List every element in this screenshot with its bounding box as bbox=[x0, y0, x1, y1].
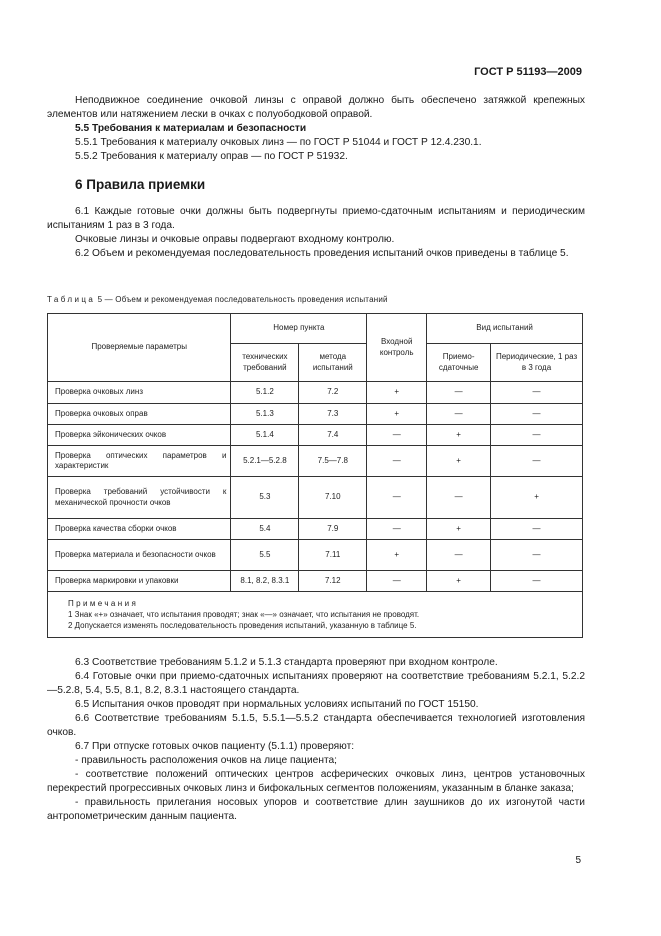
table-row bbox=[48, 382, 583, 404]
col-header-periodic: Периодические, 1 раз в 3 года bbox=[491, 344, 583, 382]
col-header-tech-requirements: технических требований bbox=[231, 344, 299, 382]
cell-param: Проверка эйконических очков bbox=[48, 425, 231, 446]
table-notes bbox=[48, 592, 583, 638]
cell-req: 5.1.4 bbox=[231, 425, 299, 446]
cell-method: 7.11 bbox=[299, 540, 367, 571]
cell-periodic: — bbox=[491, 382, 583, 404]
col-header-test-type: Вид испытаний bbox=[427, 314, 583, 344]
table-row bbox=[48, 404, 583, 425]
cell-periodic: — bbox=[491, 540, 583, 571]
cell-accept: + bbox=[427, 446, 491, 477]
col-header-input-control: Входной контроль bbox=[367, 314, 427, 382]
cell-input: — bbox=[367, 477, 427, 519]
cell-param: Проверка маркировки и упаковки bbox=[48, 571, 231, 592]
cell-periodic: + bbox=[491, 477, 583, 519]
cell-accept: — bbox=[427, 404, 491, 425]
cell-accept: — bbox=[427, 540, 491, 571]
cell-input: + bbox=[367, 540, 427, 571]
col-header-item-number: Номер пункта bbox=[231, 314, 367, 344]
cell-periodic: — bbox=[491, 519, 583, 540]
cell-param: Проверка требований устойчивости к механической прочности очков bbox=[48, 477, 231, 519]
note-1: 1 Знак «+» означает, что испытания проводят; знак «—» означает, что испытания не проводят. bbox=[68, 610, 420, 619]
table-caption-prefix: Таблица bbox=[47, 295, 96, 304]
cell-input: — bbox=[367, 425, 427, 446]
note-2: 2 Допускается изменять последовательность проведения испытаний, указанную в таблице 5. bbox=[68, 621, 417, 630]
paragraph-6-7: 6.7 При отпуске готовых очков пациенту (5.1.1) проверяют: bbox=[75, 741, 355, 752]
cell-input: + bbox=[367, 404, 427, 425]
list-item: - правильность расположения очков на лице пациента; bbox=[75, 755, 338, 766]
cell-param: Проверка оптических параметров и характеристик bbox=[48, 446, 231, 477]
cell-method: 7.3 bbox=[299, 404, 367, 425]
col-header-acceptance: Приемо-сдаточные bbox=[427, 344, 491, 382]
page-number: 5 bbox=[575, 855, 581, 866]
table-row bbox=[48, 477, 583, 519]
cell-accept: + bbox=[427, 425, 491, 446]
cell-input: — bbox=[367, 446, 427, 477]
paragraph-6-2: 6.2 Объем и рекомендуемая последовательность проведения испытаний очков приведены в таблице 5. bbox=[75, 248, 569, 259]
cell-periodic: — bbox=[491, 404, 583, 425]
cell-input: + bbox=[367, 382, 427, 404]
table-row bbox=[48, 571, 583, 592]
cell-req: 5.2.1—5.2.8 bbox=[231, 446, 299, 477]
cell-periodic: — bbox=[491, 571, 583, 592]
table-caption bbox=[47, 295, 388, 304]
paragraph-6-1b: Очковые линзы и очковые оправы подвергают входному контролю. bbox=[75, 234, 395, 245]
top-text-block bbox=[47, 94, 585, 261]
table-row bbox=[48, 425, 583, 446]
paragraph-6-1: 6.1 Каждые готовые очки должны быть подвергнуты приемо-сдаточным испытаниям и периодическим испытаниям 1 раз в 3 года. bbox=[47, 206, 585, 231]
table-row bbox=[48, 540, 583, 571]
cell-param: Проверка материала и безопасности очков bbox=[48, 540, 231, 571]
table-5 bbox=[47, 313, 583, 638]
paragraph-5-5-1: 5.5.1 Требования к материалу очковых линз — по ГОСТ Р 51044 и ГОСТ Р 12.4.230.1. bbox=[75, 137, 482, 148]
cell-method: 7.4 bbox=[299, 425, 367, 446]
notes-title: Примечания bbox=[68, 599, 139, 608]
section-heading-6: 6 Правила приемки bbox=[75, 177, 206, 192]
col-header-params: Проверяемые параметры bbox=[48, 314, 231, 382]
cell-req: 5.4 bbox=[231, 519, 299, 540]
cell-accept: + bbox=[427, 571, 491, 592]
cell-param: Проверка очковых линз bbox=[48, 382, 231, 404]
cell-periodic: — bbox=[491, 425, 583, 446]
table-body bbox=[48, 382, 583, 592]
paragraph: Неподвижное соединение очковой линзы с оправой должно быть обеспечено затяжкой крепежных элементов или натяжением лески в очках с полуободковой оправой. bbox=[47, 95, 585, 120]
table-row bbox=[48, 446, 583, 477]
list-item: - соответствие положений оптических центров асферических очковых линз, центров установочных перекрестий прогрессивных очковых линз и бифокальных сегментов положениям, указанным в бланке заказа; bbox=[47, 769, 585, 794]
paragraph-6-6: 6.6 Соответствие требованиям 5.1.5, 5.5.1—5.5.2 стандарта обеспечивается технологией изготовления очков. bbox=[47, 713, 585, 738]
list-item: - правильность прилегания носовых упоров и соответствие длин заушников до их изгонутой части антропометрическим данным пациента. bbox=[47, 797, 585, 822]
cell-param: Проверка очковых оправ bbox=[48, 404, 231, 425]
cell-method: 7.2 bbox=[299, 382, 367, 404]
cell-req: 5.3 bbox=[231, 477, 299, 519]
cell-req: 5.1.3 bbox=[231, 404, 299, 425]
cell-accept: — bbox=[427, 477, 491, 519]
bottom-text-block bbox=[47, 656, 585, 824]
cell-method: 7.10 bbox=[299, 477, 367, 519]
cell-param: Проверка качества сборки очков bbox=[48, 519, 231, 540]
paragraph-6-3: 6.3 Соответствие требованиям 5.1.2 и 5.1.3 стандарта проверяют при входном контроле. bbox=[75, 657, 498, 668]
cell-input: — bbox=[367, 519, 427, 540]
table-caption-text: 5 — Объем и рекомендуемая последовательность проведения испытаний bbox=[95, 295, 388, 304]
col-header-test-method: метода испытаний bbox=[299, 344, 367, 382]
cell-periodic: — bbox=[491, 446, 583, 477]
paragraph-6-4: 6.4 Готовые очки при приемо-сдаточных испытаниях проверяют на соответствие требованиям 5.2.1, 5.2.2—5.2.8, 5.4, 5.5, 8.1, 8.2, 8.3.1 настоящего стандарта. bbox=[47, 671, 585, 696]
cell-input: — bbox=[367, 571, 427, 592]
cell-accept: + bbox=[427, 519, 491, 540]
standard-header: ГОСТ Р 51193—2009 bbox=[474, 66, 582, 78]
cell-req: 8.1, 8.2, 8.3.1 bbox=[231, 571, 299, 592]
cell-method: 7.12 bbox=[299, 571, 367, 592]
table-row bbox=[48, 519, 583, 540]
cell-req: 5.1.2 bbox=[231, 382, 299, 404]
paragraph-6-5: 6.5 Испытания очков проводят при нормальных условиях испытаний по ГОСТ 15150. bbox=[75, 699, 479, 710]
cell-accept: — bbox=[427, 382, 491, 404]
cell-req: 5.5 bbox=[231, 540, 299, 571]
cell-method: 7.9 bbox=[299, 519, 367, 540]
paragraph-5-5-2: 5.5.2 Требования к материалу оправ — по ГОСТ Р 51932. bbox=[75, 151, 348, 162]
section-heading-5-5: 5.5 Требования к материалам и безопасности bbox=[75, 123, 307, 134]
cell-method: 7.5—7.8 bbox=[299, 446, 367, 477]
